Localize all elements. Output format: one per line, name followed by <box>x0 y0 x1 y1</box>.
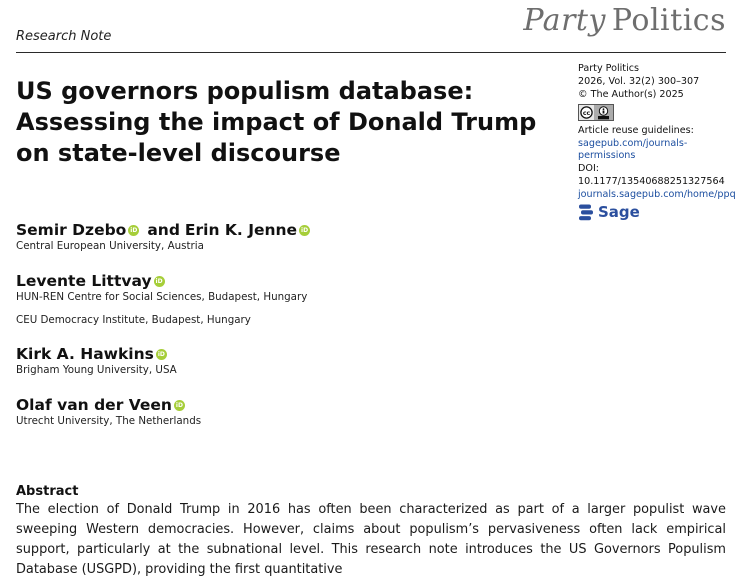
author-connector: and <box>147 221 180 239</box>
author-affiliation: Brigham Young University, USA <box>16 364 177 376</box>
article-title: US governors populism database: Assessing the impact of Donald Trump on state-level discourse <box>16 77 537 167</box>
article-type: Research Note <box>16 29 112 44</box>
orcid-icon[interactable]: iD <box>157 350 165 358</box>
copyright-notice: © The Author(s) 2025 <box>578 88 684 100</box>
journal-logo-word-1: Party <box>523 3 606 38</box>
author-line-1 <box>16 221 313 239</box>
author-affiliation: CEU Democracy Institute, Budapest, Hungary <box>16 314 251 326</box>
author-name: Kirk A. Hawkins <box>16 345 154 363</box>
journal-logo-word-2: Politics <box>611 3 726 38</box>
journal-name: Party Politics <box>578 63 640 74</box>
article-metadata <box>578 63 738 221</box>
author-line-3 <box>16 345 170 363</box>
author-affiliation: Central European University, Austria <box>16 240 204 252</box>
author-name: Erin K. Jenne <box>184 221 298 239</box>
publisher-name: Sage <box>598 203 640 222</box>
author-name: Olaf van der Veen <box>16 396 172 414</box>
permissions-link[interactable]: sagepub.com/journals-permissions <box>578 137 688 162</box>
reuse-guidelines-label: Article reuse guidelines: <box>578 124 694 136</box>
author-line-2 <box>16 272 168 290</box>
journal-logo <box>523 3 726 38</box>
author-name: Semir Dzebo <box>16 221 127 239</box>
sage-icon <box>578 204 594 221</box>
doi[interactable]: DOI: 10.1177/13540688251327564 <box>578 163 725 188</box>
abstract-text: The election of Donald Trump in 2016 has often been characterized as part of a larger populist wave sweeping Western democracies. However, claims about populism’s pervasiveness often lack empirical support, particularly at the subnational level. This research note introduces the US Governors Populism Database (USGPD), providing the first quantitative <box>16 502 726 577</box>
svg-text:cc: cc <box>582 109 591 117</box>
orcid-icon[interactable]: iD <box>130 226 138 234</box>
orcid-icon[interactable]: iD <box>155 277 163 285</box>
cc-by-icon <box>579 105 613 120</box>
orcid-icon[interactable]: iD <box>301 226 309 234</box>
author-line-4 <box>16 396 188 414</box>
sage-logo[interactable] <box>578 204 738 221</box>
header-divider <box>16 52 726 53</box>
orcid-icon[interactable]: iD <box>175 401 183 409</box>
journal-home-link[interactable]: journals.sagepub.com/home/ppq <box>578 189 736 201</box>
creative-commons-badge[interactable] <box>578 104 614 121</box>
abstract-heading: Abstract <box>16 484 79 499</box>
author-name: Levente Littvay <box>16 272 152 290</box>
author-affiliation: HUN-REN Centre for Social Sciences, Budapest, Hungary <box>16 291 308 303</box>
author-affiliation: Utrecht University, The Netherlands <box>16 415 202 427</box>
volume-info: 2026, Vol. 32(2) 300–307 <box>578 75 700 87</box>
